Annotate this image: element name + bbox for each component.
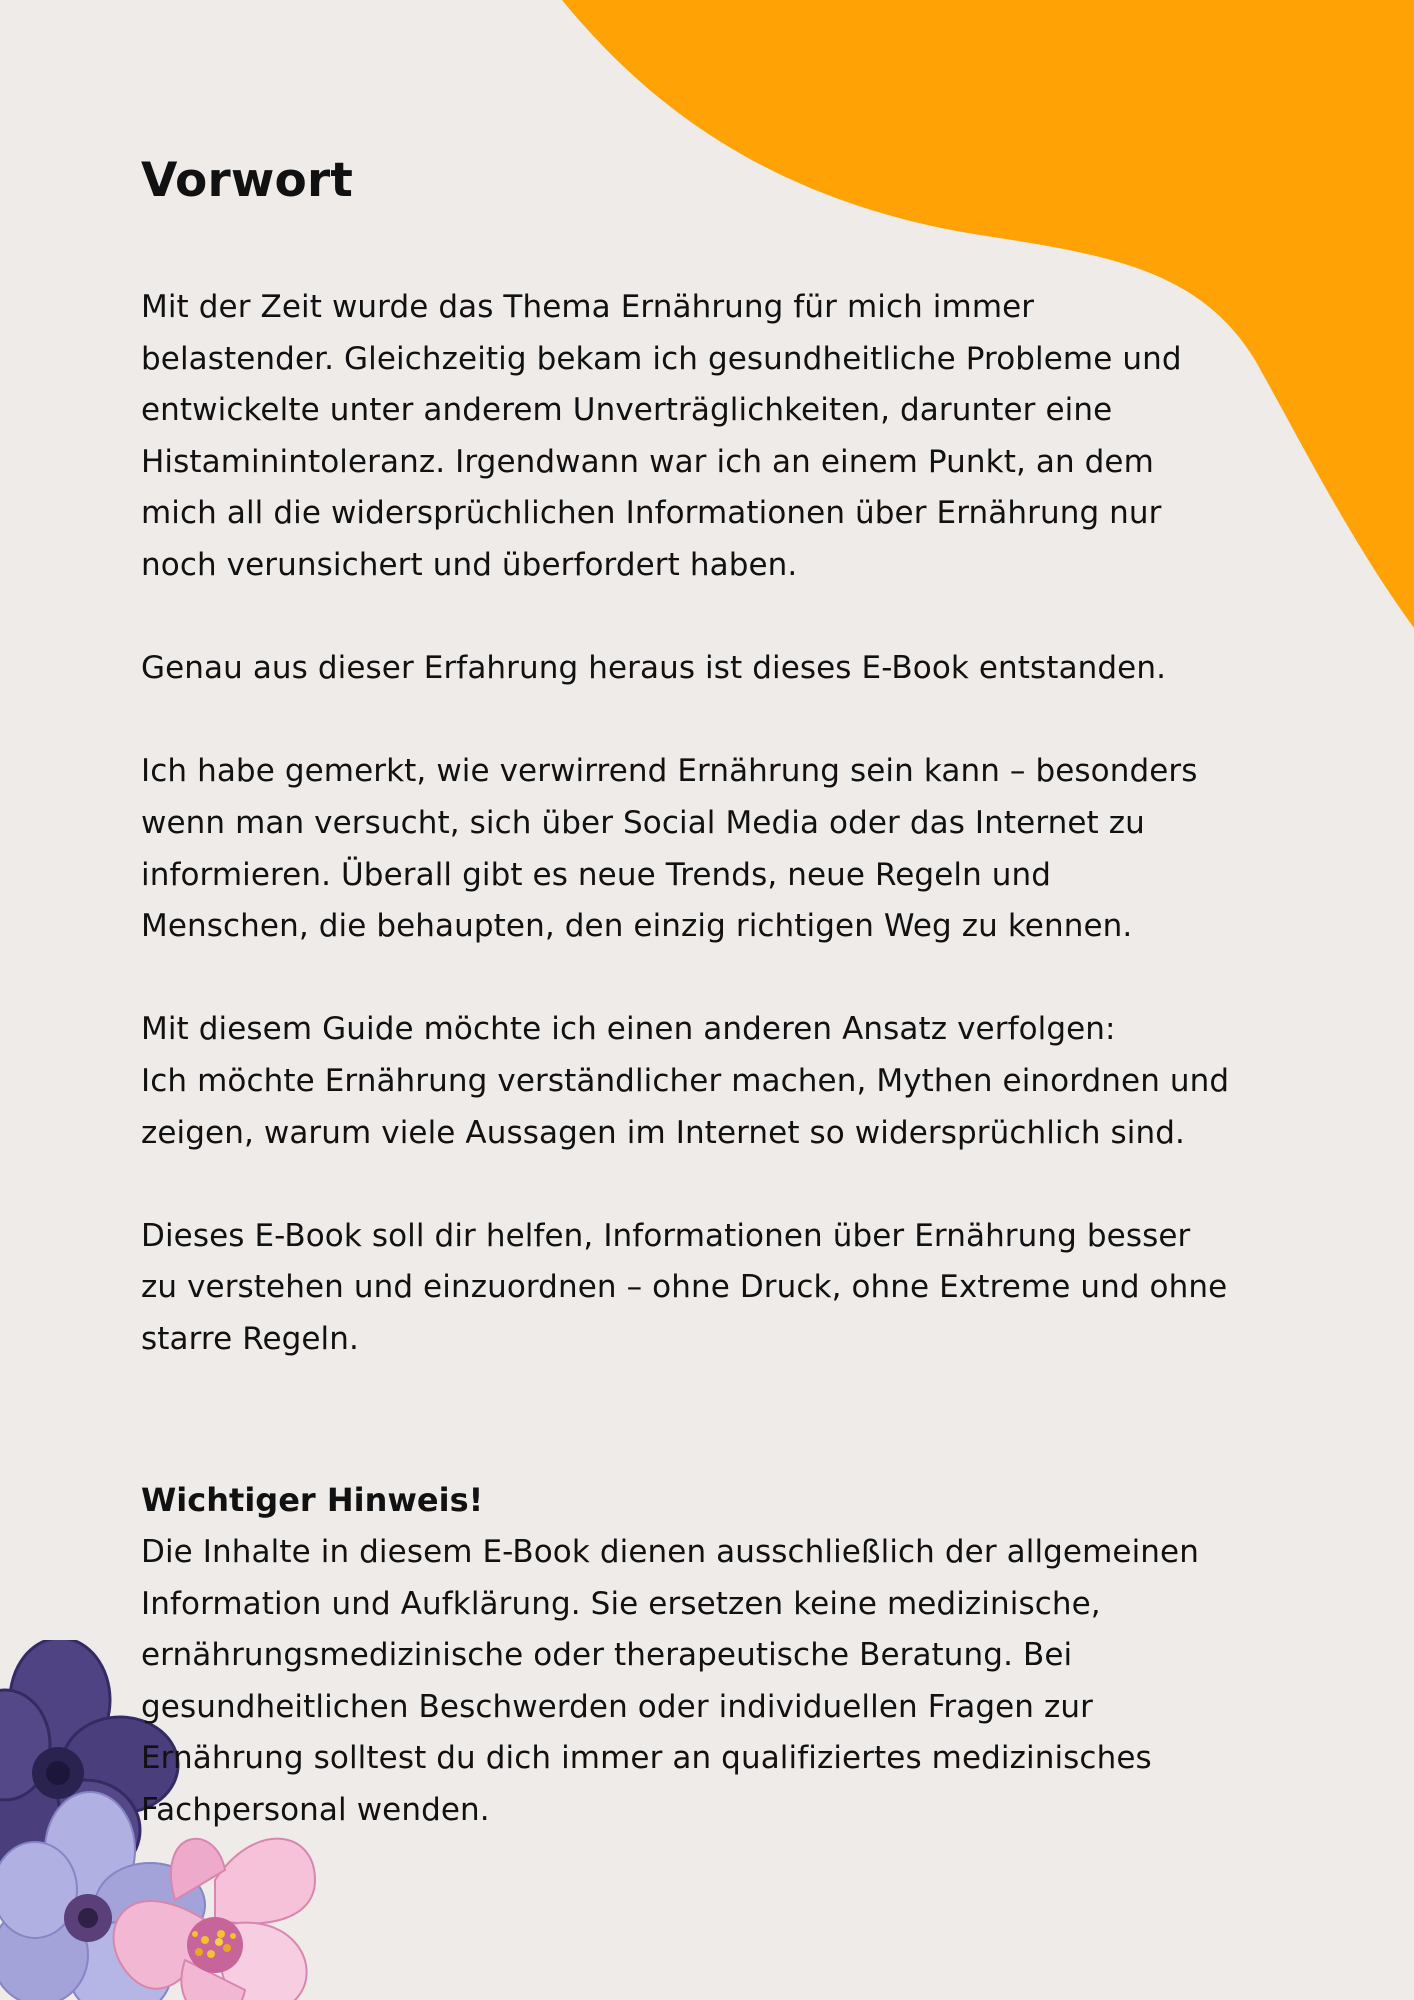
text-line: mich all die widersprüchlichen Informationen über Ernährung nur xyxy=(141,495,1162,532)
text-line: Mit diesem Guide möchte ich einen anderen Ansatz verfolgen: xyxy=(141,1011,1116,1048)
paragraph-2 xyxy=(141,643,1291,695)
text-line: Fachpersonal wenden. xyxy=(141,1792,490,1829)
text-line: starre Regeln. xyxy=(141,1320,359,1357)
notice-heading: Wichtiger Hinweis! xyxy=(141,1481,484,1520)
page-title: Vorwort xyxy=(141,153,354,208)
text-line: informieren. Überall gibt es neue Trends, neue Regeln und xyxy=(141,856,1052,893)
text-line: Information und Aufklärung. Sie ersetzen keine medizinische, xyxy=(141,1585,1101,1622)
document-content xyxy=(141,148,1291,1888)
text-line: entwickelte unter anderem Unverträglichkeiten, darunter eine xyxy=(141,392,1113,429)
text-line: zeigen, warum viele Aussagen im Internet so widersprüchlich sind. xyxy=(141,1114,1186,1151)
text-line: noch verunsichert und überfordert haben. xyxy=(141,546,798,583)
text-line: Menschen, die behaupten, den einzig richtigen Weg zu kennen. xyxy=(141,908,1133,945)
paragraph-3 xyxy=(141,746,1291,952)
text-line: gesundheitlichen Beschwerden oder individuellen Fragen zur xyxy=(141,1688,1093,1725)
text-line: Mit der Zeit wurde das Thema Ernährung für mich immer xyxy=(141,289,1035,325)
text-line: Ernährung solltest du dich immer an qualifiziertes medizinisches xyxy=(141,1740,1152,1777)
text-line: Ich möchte Ernährung verständlicher machen, Mythen einordnen und xyxy=(141,1062,1230,1099)
paragraph-1 xyxy=(141,282,1291,592)
text-line: Histaminintoleranz. Irgendwann war ich an einem Punkt, an dem xyxy=(141,443,1154,480)
text-line: Die Inhalte in diesem E-Book dienen ausschließlich der allgemeinen xyxy=(141,1534,1199,1571)
text-line: Ich habe gemerkt, wie verwirrend Ernährung sein kann – besonders xyxy=(141,753,1198,790)
text-line: ernährungsmedizinische oder therapeutische Beratung. Bei xyxy=(141,1637,1073,1674)
text-line: zu verstehen und einzuordnen – ohne Druck, ohne Extreme und ohne xyxy=(141,1269,1228,1306)
text-line: belastender. Gleichzeitig bekam ich gesundheitliche Probleme und xyxy=(141,340,1182,377)
text-line: Genau aus dieser Erfahrung heraus ist dieses E-Book entstanden. xyxy=(141,650,1167,687)
text-line: Dieses E-Book soll dir helfen, Informationen über Ernährung besser xyxy=(141,1217,1191,1254)
notice-text xyxy=(141,1527,1291,1837)
paragraph-4 xyxy=(141,1004,1291,1159)
paragraph-5 xyxy=(141,1211,1291,1366)
text-line: wenn man versucht, sich über Social Media oder das Internet zu xyxy=(141,804,1145,841)
